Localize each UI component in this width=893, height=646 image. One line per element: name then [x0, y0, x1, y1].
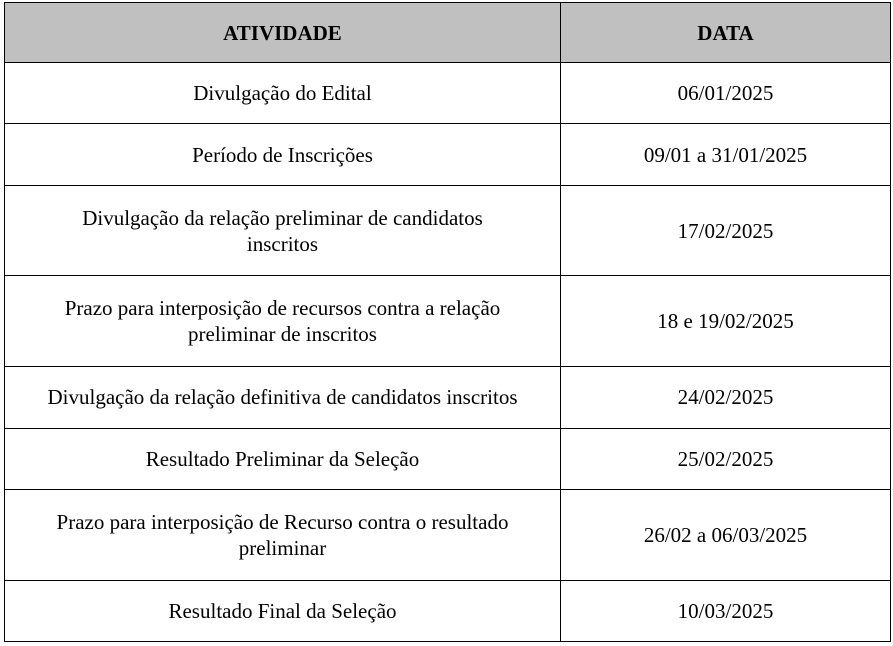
activity-cell: Resultado Final da Seleção — [5, 580, 561, 641]
table-row — [5, 124, 891, 185]
activity-cell: Prazo para interposição de recursos contra a relação preliminar de inscritos — [5, 276, 561, 367]
activity-cell: Prazo para interposição de Recurso contra o resultado preliminar — [5, 489, 561, 580]
date-cell: 09/01 a 31/01/2025 — [561, 124, 891, 185]
table-row — [5, 489, 891, 580]
schedule-table — [4, 2, 891, 642]
date-cell: 26/02 a 06/03/2025 — [561, 489, 891, 580]
table-row — [5, 367, 891, 428]
table-row — [5, 276, 891, 367]
date-cell: 10/03/2025 — [561, 580, 891, 641]
header-date: DATA — [561, 3, 891, 63]
activity-cell: Resultado Preliminar da Seleção — [5, 428, 561, 489]
activity-cell: Divulgação da relação preliminar de candidatos inscritos — [5, 185, 561, 276]
date-cell: 18 e 19/02/2025 — [561, 276, 891, 367]
activity-cell: Divulgação da relação definitiva de candidatos inscritos — [5, 367, 561, 428]
header-activity: ATIVIDADE — [5, 3, 561, 63]
activity-cell: Divulgação do Edital — [5, 63, 561, 124]
date-cell: 06/01/2025 — [561, 63, 891, 124]
table-row — [5, 63, 891, 124]
table-row — [5, 428, 891, 489]
date-cell: 17/02/2025 — [561, 185, 891, 276]
table-header-row — [5, 3, 891, 63]
activity-cell: Período de Inscrições — [5, 124, 561, 185]
date-cell: 24/02/2025 — [561, 367, 891, 428]
date-cell: 25/02/2025 — [561, 428, 891, 489]
table-row — [5, 580, 891, 641]
table-row — [5, 185, 891, 276]
